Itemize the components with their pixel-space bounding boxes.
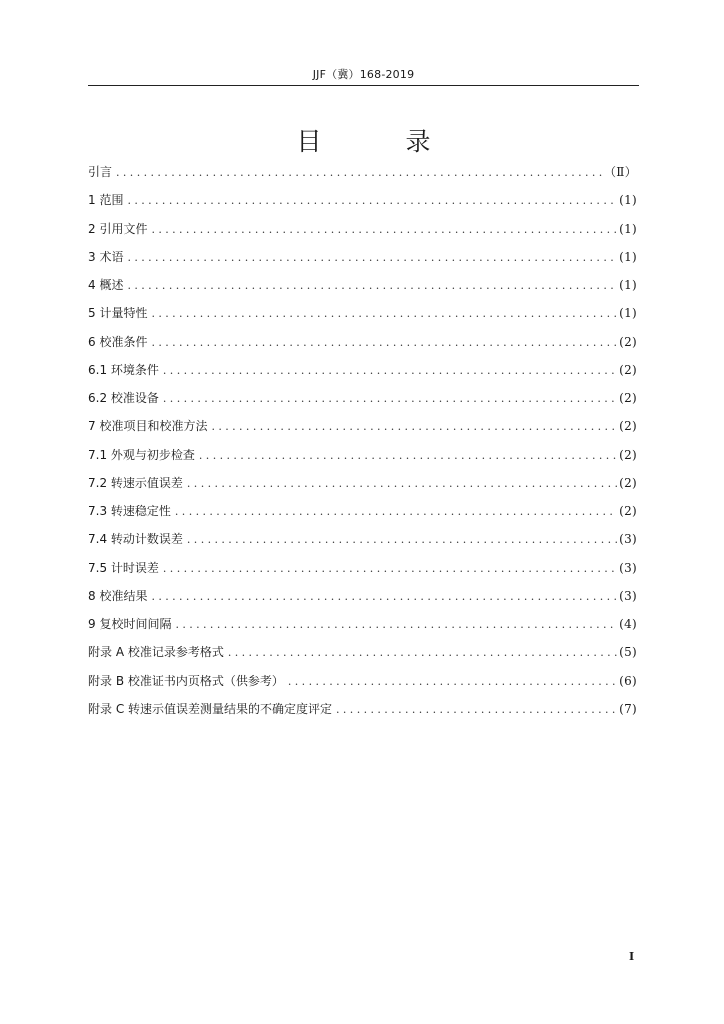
toc-entry-label: 9 复校时间间隔 (88, 617, 172, 631)
toc-entry-label: 5 计量特性 (88, 306, 148, 321)
toc-entry-page: (1) (619, 221, 637, 236)
toc-entry-page: (2) (619, 419, 637, 434)
toc-entry[interactable] (88, 360, 637, 388)
toc-entry-page: (2) (619, 504, 637, 518)
toc-entry[interactable] (88, 190, 637, 218)
toc-entry-page: (3) (619, 588, 637, 603)
toc-dot-leader (151, 220, 617, 240)
toc-dot-leader (163, 361, 617, 381)
toc-dot-leader (175, 502, 617, 522)
toc-entry[interactable] (88, 529, 637, 557)
toc-dot-leader (163, 559, 617, 579)
toc-entry-page: (2) (619, 447, 637, 462)
toc-entry[interactable] (88, 275, 637, 303)
toc-entry-label: 引言 (88, 165, 113, 179)
header-rule (88, 85, 639, 86)
toc-entry-label: 8 校准结果 (88, 588, 148, 603)
toc-dot-leader (336, 700, 617, 720)
toc-entry-label: 附录 B 校准证书内页格式（供参考） (88, 673, 284, 688)
toc-entry-page: (4) (619, 617, 637, 631)
toc-entry-page: (2) (619, 391, 637, 405)
toc-dot-leader (127, 276, 617, 296)
page-number: I (629, 950, 635, 963)
toc-entry-page: (6) (619, 673, 637, 688)
toc-dot-leader (127, 248, 617, 268)
toc-entry-page: (2) (619, 475, 637, 490)
toc-entry[interactable] (88, 642, 637, 670)
toc-entry-page: (2) (619, 334, 637, 349)
toc-entry[interactable] (88, 303, 637, 331)
toc-entry[interactable] (88, 473, 637, 501)
toc-entry-page: (3) (619, 560, 637, 575)
toc-entry-page: (3) (619, 532, 637, 547)
toc-entry[interactable] (88, 501, 637, 529)
toc-dot-leader (175, 615, 617, 635)
toc-entry-label: 3 术语 (88, 249, 124, 264)
toc-dot-leader (187, 474, 617, 494)
toc-dot-leader (199, 446, 617, 466)
toc-dot-leader (288, 672, 617, 692)
toc-entry-label: 4 概述 (88, 278, 124, 292)
toc-dot-leader (151, 333, 617, 353)
toc-entry-label: 6.2 校准设备 (88, 391, 159, 405)
toc-entry-page: (2) (619, 362, 637, 377)
toc-entry-page: （Ⅱ） (603, 165, 637, 179)
toc-entry-page: (1) (619, 249, 637, 264)
toc-entry[interactable] (88, 445, 637, 473)
toc-entry[interactable] (88, 388, 637, 416)
toc-entry[interactable] (88, 671, 637, 699)
toc-entry-label: 2 引用文件 (88, 221, 148, 236)
toc-entry-page: (5) (619, 645, 637, 660)
toc-entry[interactable] (88, 699, 637, 727)
table-of-contents (88, 162, 637, 727)
toc-entry[interactable] (88, 219, 637, 247)
running-header: JJF（冀）168-2019 (312, 68, 415, 81)
toc-entry[interactable] (88, 247, 637, 275)
toc-entry-label: 7 校准项目和校准方法 (88, 419, 208, 434)
toc-dot-leader (228, 643, 617, 663)
toc-dot-leader (116, 163, 602, 183)
toc-entry-page: (1) (619, 193, 637, 208)
toc-entry-label: 6.1 环境条件 (88, 362, 159, 377)
toc-entry-label: 7.3 转速稳定性 (88, 504, 171, 518)
toc-dot-leader (151, 304, 617, 324)
toc-dot-leader (151, 587, 617, 607)
toc-dot-leader (211, 417, 617, 437)
toc-entry[interactable] (88, 558, 637, 586)
toc-entry[interactable] (88, 162, 637, 190)
toc-entry-page: (1) (619, 278, 637, 292)
toc-entry[interactable] (88, 416, 637, 444)
toc-entry-label: 7.4 转动计数误差 (88, 532, 183, 547)
toc-entry-label: 附录 C 转速示值误差测量结果的不确定度评定 (88, 701, 333, 716)
toc-entry-page: (1) (619, 306, 637, 321)
toc-dot-leader (127, 191, 617, 211)
toc-entry-label: 1 范围 (88, 193, 124, 208)
toc-dot-leader (163, 389, 617, 409)
toc-entry-label: 6 校准条件 (88, 334, 148, 349)
toc-entry-label: 附录 A 校准记录参考格式 (88, 645, 224, 660)
toc-entry-page: (7) (619, 701, 637, 716)
toc-entry[interactable] (88, 332, 637, 360)
toc-entry-label: 7.1 外观与初步检查 (88, 447, 195, 462)
toc-entry-label: 7.5 计时误差 (88, 560, 159, 575)
toc-dot-leader (187, 530, 617, 550)
toc-entry[interactable] (88, 586, 637, 614)
toc-entry[interactable] (88, 614, 637, 642)
toc-entry-label: 7.2 转速示值误差 (88, 475, 183, 490)
page-title: 目 录 (296, 127, 469, 156)
